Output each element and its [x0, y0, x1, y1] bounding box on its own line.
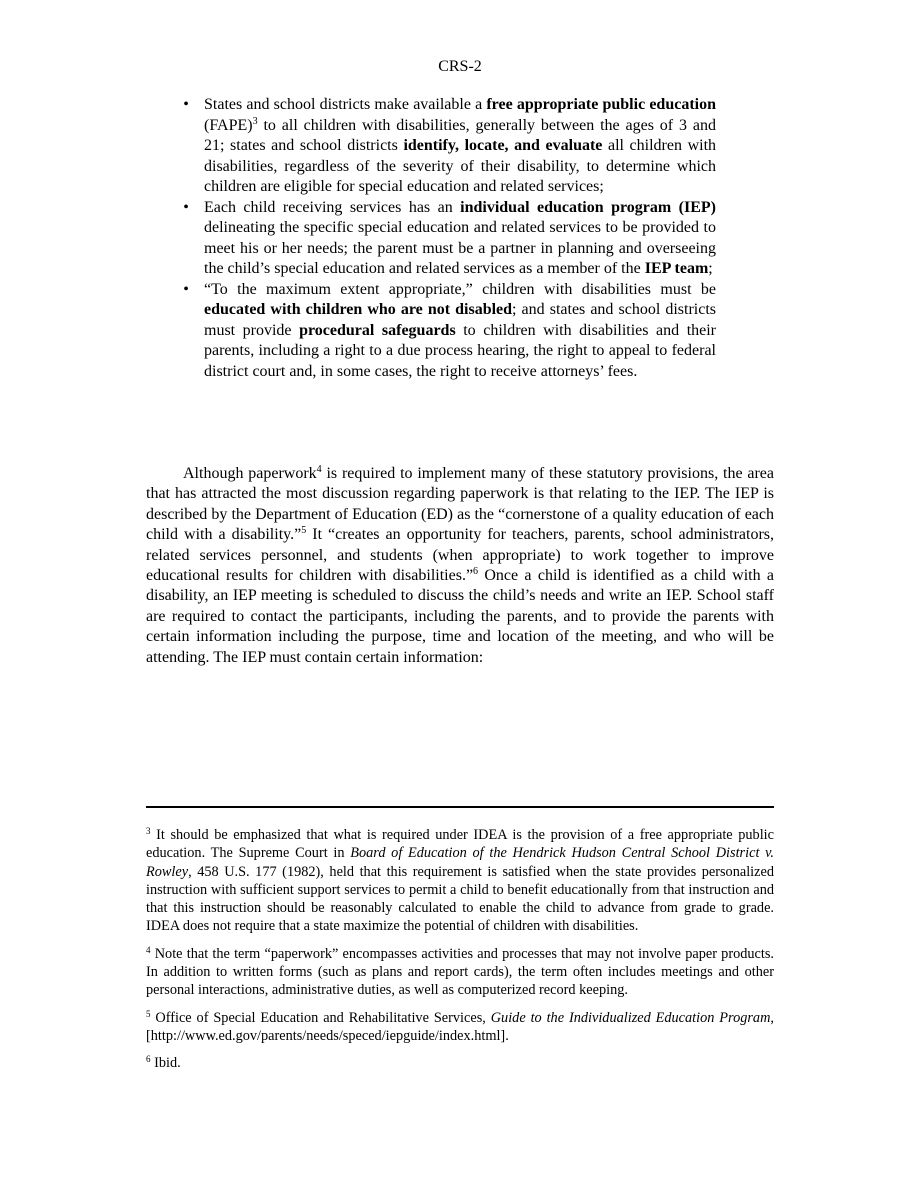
- bullet-icon: •: [183, 280, 189, 298]
- text-run: Office of Special Education and Rehabilitative Services,: [150, 1009, 491, 1026]
- text-run: , 458 U.S. 177 (1982), held that this requirement is satisfied when the state provides personalized instruction with sufficient support services to permit a child to benefit educationally from that instruction and that this instruction should be reasonably calculated to enable the child to advance from grade to grade. IDEA does not require that a state maximize the potential of children with disabilities.: [146, 863, 774, 935]
- bullet-list: [183, 95, 717, 382]
- text-run: delineating the specific special education and related services to be provided to meet his or her needs; the parent must be a partner in planning and overseeing the child’s special education and related services as a member of the: [204, 219, 716, 277]
- footnote-number: 3: [146, 826, 151, 836]
- text-run: , [http://www.ed.gov/parents/needs/speced/iepguide/index.html].: [146, 1009, 774, 1044]
- footnote-3: [146, 826, 774, 936]
- bullet-icon: •: [183, 198, 189, 216]
- text-run: “To the maximum extent appropriate,” children with disabilities must be: [204, 280, 716, 298]
- text-run: It “creates an opportunity for teachers, parents, school administrators, related services personnel, and students (when appropriate) to work together to improve educational results for children with disabilities.”: [146, 526, 775, 585]
- text-run: to all children with disabilities, generally between the ages of 3 and 21; states and school districts: [204, 116, 716, 154]
- text-run: Ibid.: [150, 1055, 181, 1072]
- text-run: Note that the term “paperwork” encompasses activities and processes that may not involve paper products. In addition to written forms (such as plans and report cards), the term often includes meetings and other personal interactions, administrative duties, as well as computerized record keeping.: [146, 945, 774, 999]
- bullet-item: [183, 280, 717, 383]
- bold-term: procedural safeguards: [299, 321, 456, 339]
- footnote-ref[interactable]: 3: [252, 115, 258, 127]
- footnote-ref[interactable]: 5: [301, 525, 307, 537]
- case-citation: Board of Education of the Hendrick Hudson Central School District v. Rowley: [146, 845, 774, 880]
- footnotes: [146, 826, 774, 1082]
- footnote-6: [146, 1054, 774, 1072]
- publication-title: Guide to the Individualized Education Program: [490, 1009, 771, 1026]
- body-paragraph: [146, 464, 774, 668]
- bold-term: free appropriate public education: [486, 96, 716, 113]
- text-run: (FAPE): [204, 116, 253, 134]
- bold-term: identify, locate, and evaluate: [403, 137, 603, 154]
- text-run: It should be emphasized that what is required under IDEA is the provision of a free appropriate public education. The Supreme Court in: [146, 827, 774, 862]
- bold-term: individual education program (IEP): [460, 198, 717, 216]
- text-run: all children with disabilities, regardless of the severity of their disability, to determine which children are eligible for special education and related services;: [204, 137, 717, 195]
- text-run: Once a child is identified as a child with a disability, an IEP meeting is scheduled to discuss the child’s needs and write an IEP. School staff are required to contact the participants, including the parents, and to provide the parents with certain information including the purpose, time and location of the meeting, and who will be attending. The IEP must contain certain information:: [146, 567, 774, 666]
- footnote-number: 5: [146, 1008, 151, 1019]
- footnote-ref[interactable]: 4: [316, 464, 322, 475]
- footnote-ref[interactable]: 6: [473, 566, 479, 578]
- page-header: CRS-2: [438, 58, 482, 75]
- text-run: Each child receiving services has an: [204, 198, 461, 216]
- bullet-item: [183, 95, 717, 198]
- text-run: Although paperwork: [183, 465, 317, 482]
- footnote-5: [146, 1009, 774, 1046]
- text-run: to children with disabilities and their parents, including a right to a due process hearing, the right to appeal to federal district court and, in some cases, the right to receive attorneys’ fees.: [204, 321, 717, 380]
- bullet-icon: •: [183, 96, 189, 113]
- footnote-divider: [146, 806, 774, 808]
- footnote-number: 4: [146, 944, 151, 955]
- bullet-item: [183, 198, 717, 280]
- text-run: is required to implement many of these statutory provisions, the area that has attracted the most discussion regarding paperwork is that relating to the IEP. The IEP is described by the Department of Education (ED) as the “cornerstone of a quality education of each child with a disability.”: [146, 465, 774, 544]
- text-run: ; and states and school districts must provide: [204, 301, 716, 339]
- bold-term: IEP team: [644, 260, 709, 277]
- text-run: ;: [708, 260, 713, 277]
- bold-term: educated with children who are not disabled: [204, 301, 513, 318]
- text-run: States and school districts make available a: [204, 96, 487, 113]
- footnote-number: 6: [146, 1054, 151, 1065]
- footnote-4: [146, 945, 774, 1000]
